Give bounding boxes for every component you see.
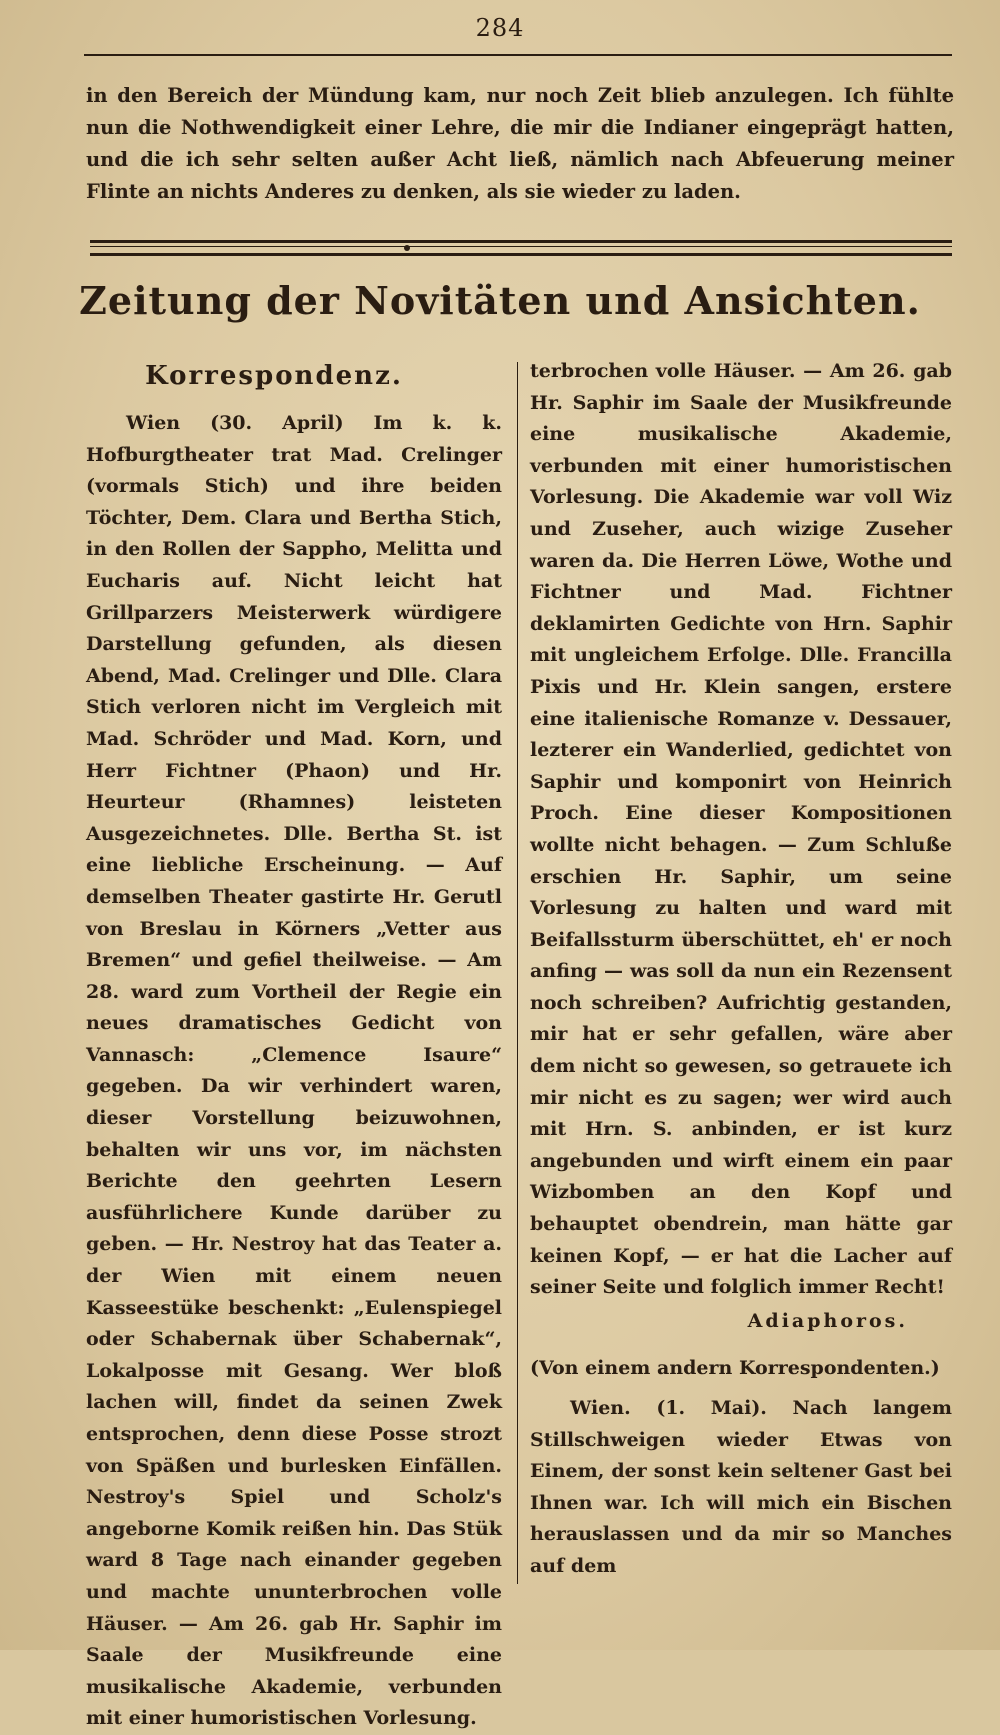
header-rule <box>84 54 952 56</box>
ornamental-divider <box>90 240 952 256</box>
report-paragraph-continued: terbrochen volle Häuser. — Am 26. gab Hr. Saphir im Saale der Musikfreunde eine musikalische Akademie, verbunden mit einer humoristischen Vorlesung. Die Akademie war voll Wiz und Zuseher, auch wizige Zuseher waren da. Die Herren Löwe, Wothe und Fichtner und Mad. Fichtner deklamirten Gedichte von Hrn. Saphir mit ungleichem Erfolge. Dlle. Francilla Pixis und Hr. Klein sangen, erstere eine italienische Romanze v. Dessauer, lezterer ein Wanderlied, gedichtet von Saphir und komponirt von Heinrich Proch. Eine dieser Kompositionen wollte nicht behagen. — Zum Schluße erschien Hr. Saphir, um seine Vorlesung zu halten und ward mit Beifallssturm überschüttet, eh' er noch anfing — was soll da nun ein Rezensent noch schreiben? Aufrichtig gestanden, mir hat er sehr gefallen, wäre aber dem nicht so gewesen, so getrauete ich mir nicht es zu sagen; wer wird auch mit Hrn. S. anbinden, er ist kurz angebunden und wirft einem ein paar Wizbomben an den Kopf und behauptet obendrein, man hätte gar keinen Kopf, — er hat die Lacher auf seiner Seite und folglich immer Recht! <box>530 360 952 1299</box>
left-column <box>86 356 502 1735</box>
source-note: (Von einem andern Korrespondenten.) <box>530 1357 940 1380</box>
column-heading: Korrespondenz. <box>145 361 403 391</box>
column-divider <box>517 362 518 1584</box>
intro-paragraph: in den Bereich der Mündung kam, nur noch Zeit blieb anzulegen. Ich fühlte nun die Nothwendigkeit einer Lehre, die mir die Indianer eingeprägt hatten, und die ich sehr selten außer Acht ließ, nämlich nach Abfeuerung meiner Flinte an nichts Anderes zu denken, als sie wieder zu laden. <box>86 84 954 203</box>
page-number: 284 <box>475 14 525 42</box>
report-paragraph-2: Wien. (1. Mai). Nach langem Stillschweigen wieder Etwas von Einem, der sonst kein seltener Gast bei Ihnen war. Ich will mich ein Bischen herauslassen und da mir so Manches auf dem <box>530 1397 952 1577</box>
divider-dot <box>404 245 410 251</box>
signature: Adiaphoros. <box>747 1309 908 1332</box>
section-title: Zeitung der Novitäten und Ansichten. <box>79 278 921 323</box>
right-column <box>530 356 952 1583</box>
report-paragraph-1: Wien (30. April) Im k. k. Hofburgtheater trat Mad. Crelinger (vormals Stich) und ihre beiden Töchter, Dem. Clara und Bertha Stich, in den Rollen der Sappho, Melitta und Eucharis auf. Nicht leicht hat Grillparzers Meisterwerk würdigere Darstellung gefunden, als diesen Abend, Mad. Crelinger und Dlle. Clara Stich verloren nicht im Vergleich mit Mad. Schröder und Mad. Korn, und Herr Fichtner (Phaon) und Hr. Heurteur (Rhamnes) leisteten Ausgezeichnetes. Dlle. Bertha St. ist eine liebliche Erscheinung. — Auf demselben Theater gastirte Hr. Gerutl von Breslau in Körners „Vetter aus Bremen“ und gefiel theilweise. — Am 28. ward zum Vortheil der Regie ein neues dramatisches Gedicht von Vannasch: „Clemence Isaure“ gegeben. Da wir verhindert waren, dieser Vorstellung beizuwohnen, behalten wir uns vor, im nächsten Berichte den geehrten Lesern ausführlichere Kunde darüber zu geben. — Hr. Nestroy hat das Teater a. der Wien mit einem neuen Kasseestüke beschenkt: „Eulenspiegel oder Schabernak über Schabernak“, Lokalposse mit Gesang. Wer bloß lachen will, findet da seinen Zwek entsprochen, denn diese Posse strozt von Späßen und burlesken Einfällen. Nestroy's Spiel und Scholz's angeborne Komik reißen hin. Das Stük ward 8 Tage nach einander gegeben und machte ununterbrochen volle Häuser. — Am 26. gab Hr. Saphir im Saale der Musikfreunde eine musikalische Akademie, verbunden mit einer humoristischen Vorlesung. <box>86 412 502 1730</box>
